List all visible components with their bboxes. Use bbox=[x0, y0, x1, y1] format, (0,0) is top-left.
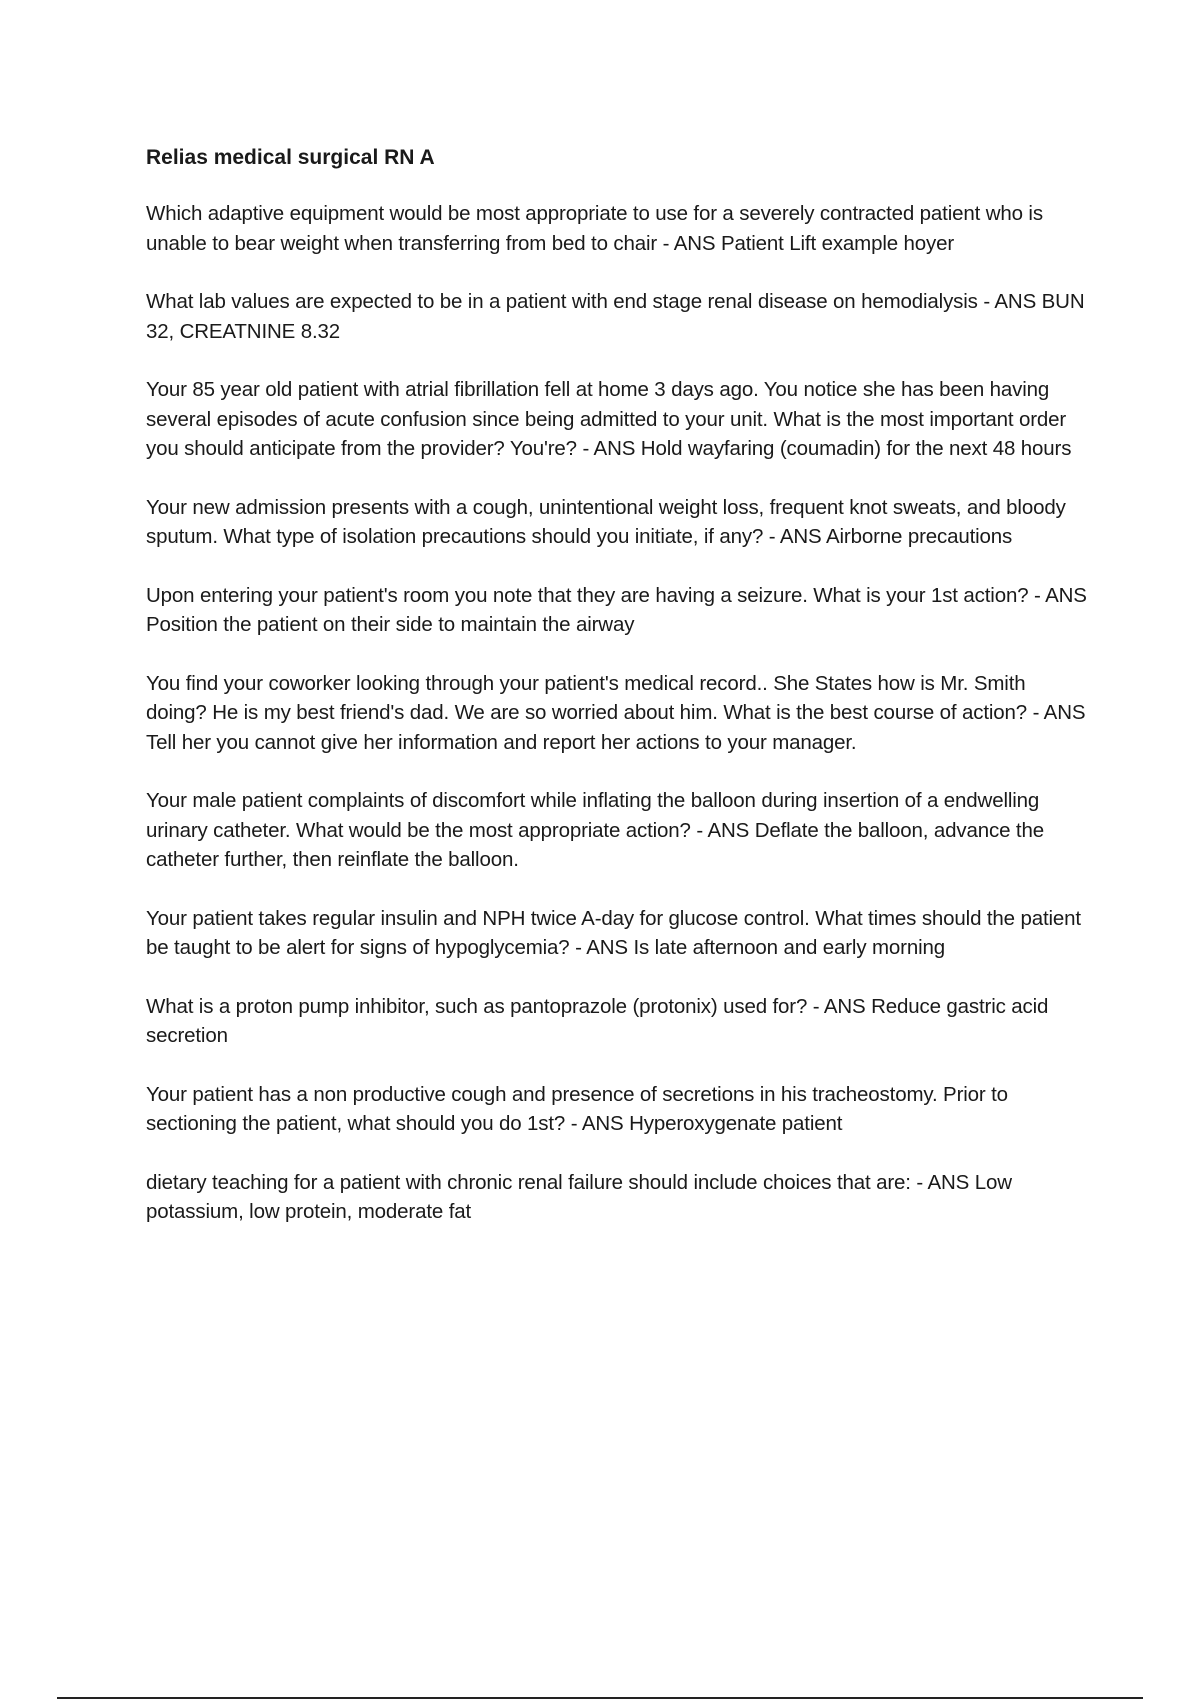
qa-entry-5: Upon entering your patient's room you note that they are having a seizure. What is your 1st action? - ANS Position the patient on their side to maintain the airway bbox=[146, 583, 1087, 636]
qa-entry-1: Which adaptive equipment would be most appropriate to use for a severely contracted patient who is unable to bear weight when transferring from bed to chair - ANS Patient Lift example hoyer bbox=[146, 202, 1043, 255]
qa-entry-10: Your patient has a non productive cough and presence of secretions in his tracheostomy. Prior to sectioning the patient, what should you do 1st? - ANS Hyperoxygenate patient bbox=[146, 1082, 1008, 1135]
qa-entry-3: Your 85 year old patient with atrial fibrillation fell at home 3 days ago. You notice she has been having several episodes of acute confusion since being admitted to your unit. What is the most important order you should anticipate from the provider? You're? - ANS Hold wayfaring (coumadin) for the next 48 hours bbox=[146, 378, 1072, 460]
qa-entry-7: Your male patient complaints of discomfort while inflating the balloon during insertion of a endwelling urinary catheter. What would be the most appropriate action? - ANS Deflate the balloon, advance the catheter further, then reinflate the balloon. bbox=[146, 789, 1044, 871]
qa-entry-8: Your patient takes regular insulin and NPH twice A-day for glucose control. What times should the patient be taught to be alert for signs of hypoglycemia? - ANS Is late afternoon and early morning bbox=[146, 906, 1081, 959]
qa-entry-9: What is a proton pump inhibitor, such as pantoprazole (protonix) used for? - ANS Reduce gastric acid secretion bbox=[146, 994, 1049, 1047]
qa-entry-2: What lab values are expected to be in a patient with end stage renal disease on hemodialysis - ANS BUN 32, CREATNINE 8.32 bbox=[146, 290, 1085, 343]
qa-entry-6: You find your coworker looking through your patient's medical record.. She States how is Mr. Smith doing? He is my best friend's dad. We are so worried about him. What is the best course of action? - ANS Tell her you cannot give her information and report her actions to your manager. bbox=[146, 671, 1086, 754]
document-page bbox=[146, 143, 1091, 1256]
document-title: Relias medical surgical RN A bbox=[146, 146, 435, 169]
qa-entry-4: Your new admission presents with a cough, unintentional weight loss, frequent knot sweats, and bloody sputum. What type of isolation precautions should you initiate, if any? - ANS Airborne precautions bbox=[146, 495, 1066, 548]
qa-entry-11: dietary teaching for a patient with chronic renal failure should include choices that are: - ANS Low potassium, low protein, moderate fat bbox=[146, 1170, 1012, 1223]
footer-divider bbox=[57, 1697, 1143, 1699]
